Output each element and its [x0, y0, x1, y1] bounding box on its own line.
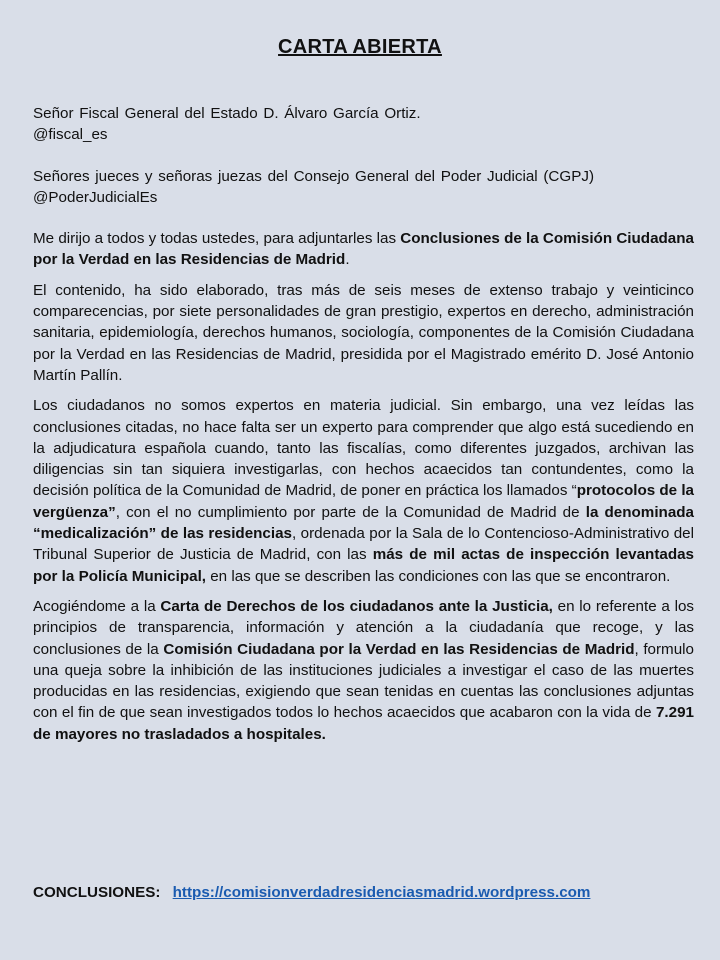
- addressee-name: Señor Fiscal General del Estado D. Álvaro García Ortiz.: [33, 105, 421, 122]
- text-run: en las que se describen las condiciones con las que se encontraron.: [206, 567, 671, 585]
- text-run: .: [345, 251, 350, 269]
- paragraph-citizens: [33, 395, 694, 587]
- text-run: , con el no cumplimiento por parte de la Comunidad de Madrid de: [115, 503, 586, 521]
- text-run: Los ciudadanos no somos expertos en materia judicial. Sin embargo, una vez leídas las conclusiones citadas, no hace falta ser un experto para comprender que algo está sucediendo en la adjudicatura española cuando, tanto las fiscalías, como diferentes juzgados, archivan las diligencias sin tan siquiera investigarlas, con hechos acaecidos tan contundentes, como la decisión política de la Comunidad de Madrid, de poner en práctica los llamados “: [33, 397, 694, 500]
- conclusions-footer: [33, 882, 590, 903]
- text-run: , formulo una queja sobre la inhibición de las instituciones judiciales a investigar el caso de las muertes producidas en las residencias, exigiendo que sean tenidas en cuentas las conclusiones adjuntas con el fin de que sean investigados todos lo hechos acaecidos que acabaron con la vida de: [33, 640, 694, 722]
- paragraph-intro: [33, 228, 694, 271]
- text-run: Me dirijo a todos y todas ustedes, para adjuntarles las: [33, 230, 401, 248]
- addressee-handle: @PoderJudicialEs: [33, 188, 158, 206]
- bold-run: 7.291 de mayores no trasladados a hospitales.: [33, 704, 694, 743]
- bold-run: protocolos de la vergüenza”: [33, 482, 695, 521]
- text-run: en lo referente a los principios de transparencia, información y atención a la ciudadanía que recoge, y las conclusiones de la: [33, 597, 694, 658]
- letter-body: [33, 103, 694, 754]
- conclusions-link[interactable]: https://comisionverdadresidenciasmadrid.wordpress.com: [172, 884, 591, 901]
- addressee-fiscal: [33, 103, 694, 146]
- paragraph-complaint: [33, 596, 694, 745]
- bold-run: la denominada “medicalización” de las residencias: [33, 503, 694, 543]
- addressee-name: Señores jueces y señoras juezas del Consejo General del Poder Judicial (CGPJ): [33, 167, 594, 185]
- bold-run: Comisión Ciudadana por la Verdad en las Residencias de Madrid: [163, 640, 635, 658]
- bold-run: Carta de Derechos de los ciudadanos ante la Justicia,: [160, 597, 553, 615]
- bold-run: Conclusiones de la Comisión Ciudadana por la Verdad en las Residencias de Madrid: [33, 230, 694, 269]
- paragraph-content: [33, 280, 694, 386]
- text-run: , ordenada por la Sala de lo Contencioso-Administrativo del Tribunal Superior de Justicia de Madrid, con las: [33, 525, 694, 564]
- text-run: El contenido, ha sido elaborado, tras más de seis meses de extenso trabajo y veinticinco comparecencias, por siete personalidades de gran prestigio, expertos en derecho, administración sanitaria, epidemiología, derechos humanos, sociología, componentes de la Comisión Ciudadana por la Verdad en las Residencias de Madrid, presidida por el Magistrado emérito D. José Antonio Martín Pallín.: [33, 281, 694, 384]
- conclusions-label: CONCLUSIONES:: [33, 884, 161, 901]
- addressee-cgpj: [33, 166, 694, 209]
- bold-run: más de mil actas de inspección levantadas por la Policía Municipal,: [33, 546, 694, 585]
- text-run: Acogiéndome a la: [33, 597, 161, 615]
- addressee-handle: @fiscal_es: [33, 126, 108, 144]
- page-title: CARTA ABIERTA: [278, 36, 442, 58]
